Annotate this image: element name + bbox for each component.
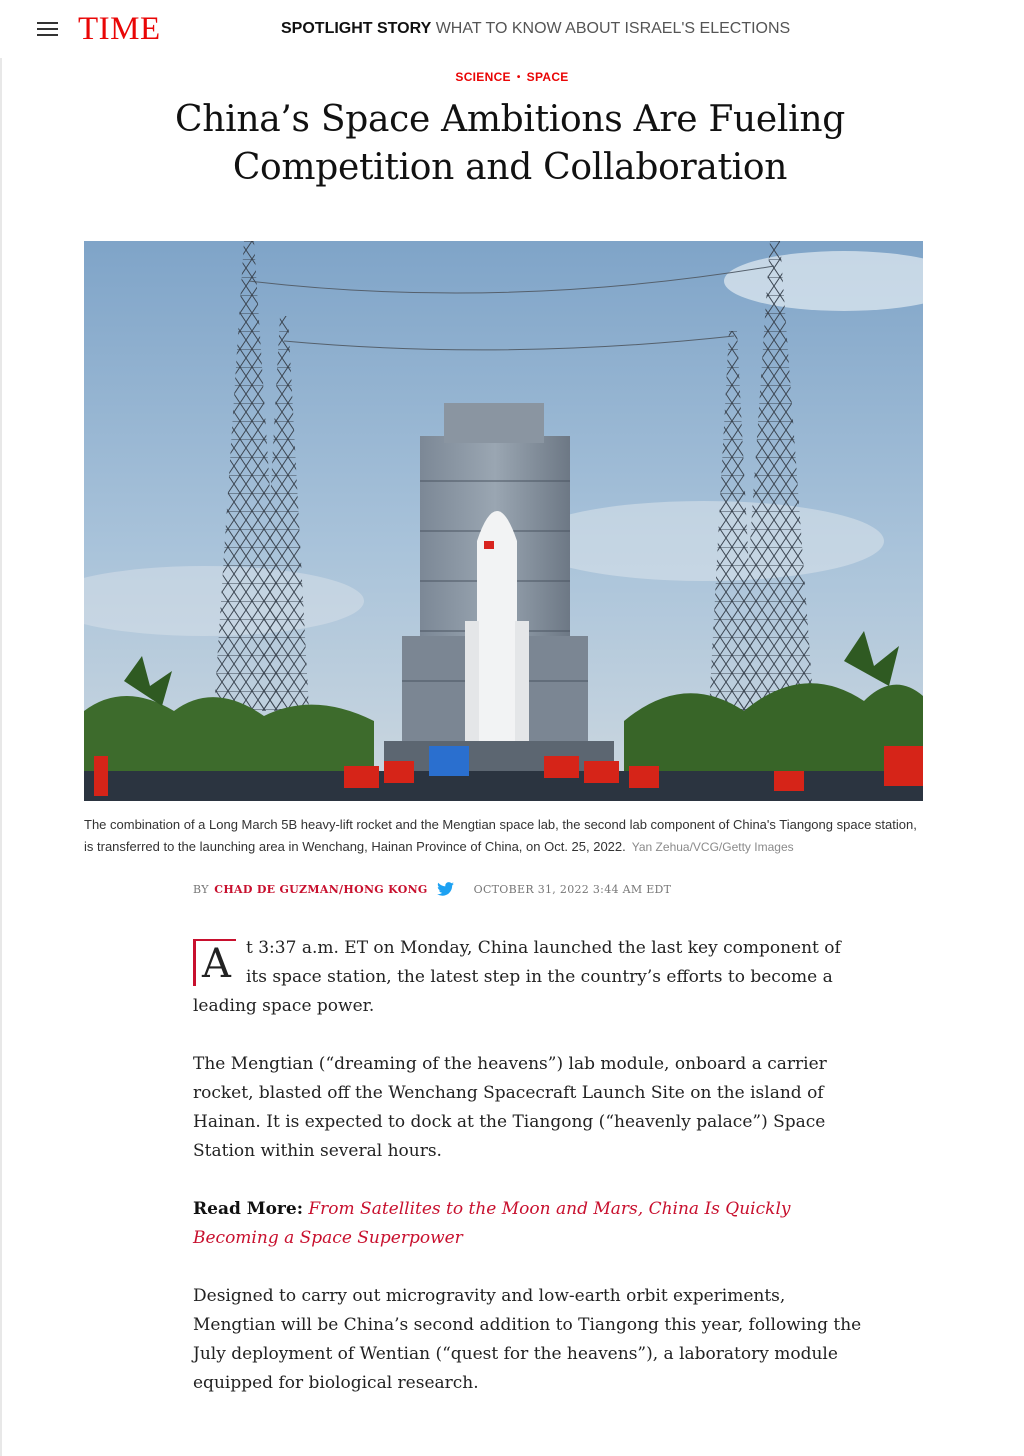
photo-credit: Yan Zehua/VCG/Getty Images [631, 840, 794, 854]
hero-image [84, 241, 923, 801]
site-header [0, 0, 1024, 58]
left-divider [0, 58, 2, 1456]
spotlight-story-link[interactable] [281, 19, 790, 39]
time-logo[interactable]: TIME [78, 11, 161, 47]
author-link[interactable]: CHAD DE GUZMAN/HONG KONG [214, 883, 428, 896]
publish-date: OCTOBER 31, 2022 3:44 AM EDT [473, 883, 672, 896]
spotlight-story-title[interactable]: WHAT TO KNOW ABOUT ISRAEL'S ELECTIONS [435, 20, 791, 37]
paragraph-1-text: t 3:37 a.m. ET on Monday, China launched the last key component of its space station, the latest step in the country’s efforts to become a leading space power. [193, 938, 841, 1016]
twitter-bird-icon[interactable] [437, 882, 454, 903]
byline-prefix: BY [193, 883, 209, 896]
paragraph-3: Designed to carry out microgravity and low-earth orbit experiments, Mengtian will be China’s second addition to Tiangong this year, following the July deployment of Wentian (“quest for the heavens”), a laboratory module equipped for biological research. [193, 1286, 862, 1393]
paragraph-2: The Mengtian (“dreaming of the heavens”) lab module, onboard a carrier rocket, blasted off the Wenchang Spacecraft Launch Site on the island of Hainan. It is expected to dock at the Tiangong (“heavenly palace”) Space Station within several hours. [193, 1054, 827, 1161]
paragraph-1 [193, 934, 863, 1021]
tag-science[interactable]: SCIENCE [455, 70, 511, 84]
tag-space[interactable]: SPACE [526, 70, 569, 84]
read-more-label: Read More: [193, 1199, 303, 1219]
article-body [193, 934, 863, 1427]
hamburger-menu-icon[interactable] [37, 22, 58, 36]
image-caption [84, 814, 924, 858]
section-tags [0, 70, 1024, 84]
tag-separator: • [516, 72, 521, 83]
byline [193, 880, 671, 903]
caption-text: The combination of a Long March 5B heavy-lift rocket and the Mengtian space lab, the second lab component of China's Tiangong space station, is transferred to the launching area in Wenchang, Hainan Province of China, on Oct. 25, 2022. [84, 817, 917, 854]
read-more-link[interactable]: From Satellites to the Moon and Mars, China Is Quickly Becoming a Space Superpower [193, 1199, 791, 1248]
drop-cap: A [193, 939, 236, 986]
article-headline: China’s Space Ambitions Are Fueling Competition and Collaboration [175, 99, 845, 188]
spotlight-label: SPOTLIGHT STORY [281, 20, 432, 37]
read-more [193, 1195, 863, 1253]
